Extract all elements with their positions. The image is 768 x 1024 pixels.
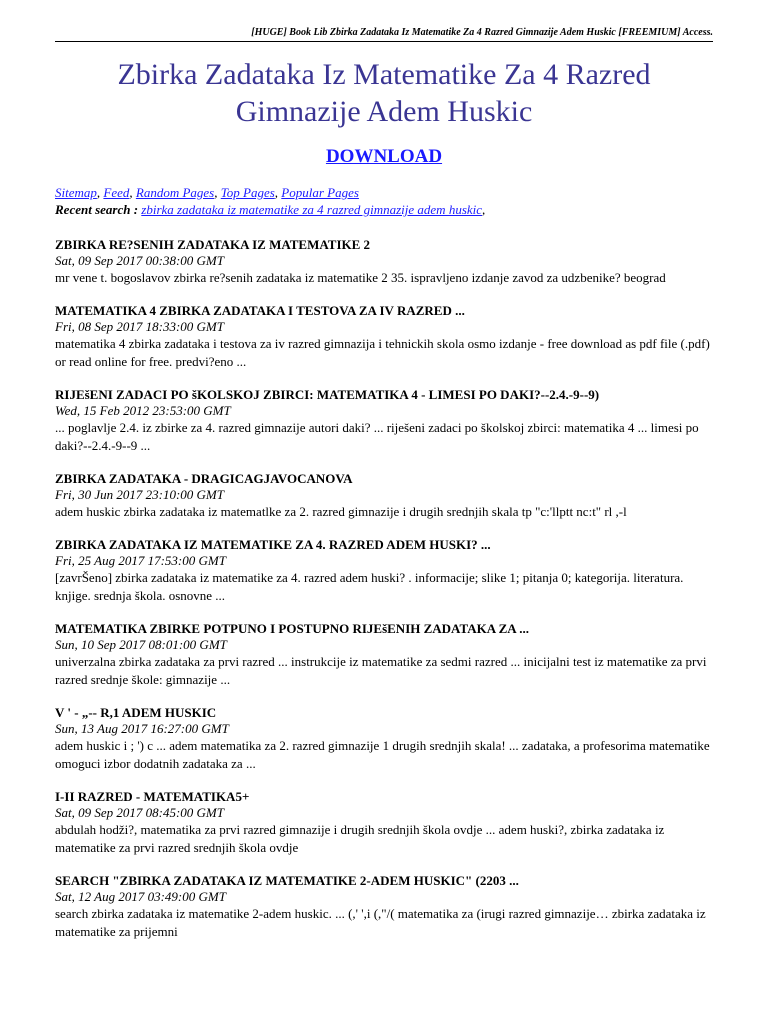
result-title[interactable]: MATEMATIKA 4 ZBIRKA ZADATAKA I TESTOVA ZA IV RAZRED ...: [55, 303, 465, 318]
result-snippet: adem huskic i ; ') c ... adem matematika za 2. razred gimnazije 1 drugih srednjih skala! ... zadataka, a profesorima matematike omoguci izbor dodatnih zadataka za ...: [55, 738, 710, 771]
result-item: [55, 236, 718, 287]
result-item: [55, 302, 718, 371]
result-item: [55, 470, 718, 521]
result-date: Sat, 12 Aug 2017 03:49:00 GMT: [55, 889, 226, 904]
result-title[interactable]: RIJEšENI ZADACI PO šKOLSKOJ ZBIRCI: MATEMATIKA 4 - LIMESI PO DAKI?--2.4.-9--9): [55, 387, 600, 402]
results-list: [55, 236, 718, 956]
nav-link-popular-pages[interactable]: Popular Pages: [281, 185, 359, 200]
result-item: [55, 536, 718, 605]
recent-search-link[interactable]: zbirka zadataka iz matematike za 4 razred gimnazije adem huskic: [141, 202, 483, 217]
nav-link-top-pages[interactable]: Top Pages: [220, 185, 275, 200]
result-title[interactable]: I-II RAZRED - MATEMATIKA5+: [55, 789, 250, 804]
result-item: [55, 386, 718, 455]
nav-link-random-pages[interactable]: Random Pages: [135, 185, 215, 200]
result-date: Fri, 30 Jun 2017 23:10:00 GMT: [55, 487, 224, 502]
result-date: Fri, 25 Aug 2017 17:53:00 GMT: [55, 553, 226, 568]
nav-link-feed[interactable]: Feed: [103, 185, 130, 200]
result-date: Sat, 09 Sep 2017 00:38:00 GMT: [55, 253, 224, 268]
result-snippet: [zavrŠeno] zbirka zadataka iz matematike za 4. razred adem huski? . informacije; slike 1; pitanja 0; kategorija. literatura. knjige. srednja škola. osnovne ...: [55, 570, 684, 603]
nav-link-sitemap[interactable]: Sitemap: [55, 185, 97, 200]
result-snippet: univerzalna zbirka zadataka za prvi razred ... instrukcije iz matematike za sedmi razred ... inicijalni test iz matematike za prvi razred srednje škole: gimnazije ...: [55, 654, 707, 687]
nav-block: [55, 184, 713, 218]
download-link[interactable]: DOWNLOAD: [325, 146, 443, 167]
result-item: [55, 704, 718, 773]
result-snippet: adem huskic zbirka zadataka iz matematlke za 2. razred gimnazije i drugih srednjih skala tp "c:'llptt nc:t" rl ,-l: [55, 504, 627, 519]
result-snippet: abdulah hodži?, matematika za prvi razred gimnazije i drugih srednjih škola ovdje ... adem huski?, zbirka zadataka iz matematike za prvi razred srednjih škola ovdje: [55, 822, 665, 855]
result-title[interactable]: V ' - „-- R,1 ADEM HUSKIC: [55, 705, 217, 720]
result-item: [55, 788, 718, 857]
recent-search-row: Recent search : zbirka zadataka iz matematike za 4 razred gimnazije adem huskic,: [55, 202, 486, 217]
result-title[interactable]: ZBIRKA ZADATAKA - DRAGICAGJAVOCANOVA: [55, 471, 353, 486]
result-snippet: search zbirka zadataka iz matematike 2-adem huskic. ... (,' ',i (,"/( matematika za (irugi razred gimnazije… zbirka zadataka iz matematike za prijemni: [55, 906, 706, 939]
nav-links-row: Sitemap, Feed, Random Pages, Top Pages, Popular Pages: [55, 185, 359, 200]
recent-search-label: Recent search :: [55, 202, 139, 217]
running-header: [HUGE] Book Lib Zbirka Zadataka Iz Matematike Za 4 Razred Gimnazije Adem Huskic [FREEMIUM] Access.: [55, 27, 713, 42]
result-date: Wed, 15 Feb 2012 23:53:00 GMT: [55, 403, 231, 418]
result-date: Fri, 08 Sep 2017 18:33:00 GMT: [55, 319, 224, 334]
result-date: Sun, 13 Aug 2017 16:27:00 GMT: [55, 721, 229, 736]
result-snippet: matematika 4 zbirka zadataka i testova za iv razred gimnazija i tehnickih skola osmo izdanje - free download as pdf file (.pdf) or read online for free. predvi?eno ...: [55, 336, 710, 369]
result-snippet: mr vene t. bogoslavov zbirka re?senih zadataka iz matematike 2 35. ispravljeno izdanje zavod za udzbenike? beograd: [55, 270, 666, 285]
result-item: [55, 620, 718, 689]
result-snippet: ... poglavlje 2.4. iz zbirke za 4. razred gimnazije autori daki? ... riješeni zadaci po školskoj zbirci: matematika 4 ... limesi po daki?--2.4.-9--9 ...: [55, 420, 699, 453]
result-title[interactable]: ZBIRKA ZADATAKA IZ MATEMATIKE ZA 4. RAZRED ADEM HUSKI? ...: [55, 537, 491, 552]
result-date: Sat, 09 Sep 2017 08:45:00 GMT: [55, 805, 224, 820]
download-section: [0, 146, 768, 168]
result-item: [55, 872, 718, 941]
page-title: Zbirka Zadataka Iz Matematike Za 4 Razred Gimnazije Adem Huskic: [117, 58, 651, 128]
result-title[interactable]: MATEMATIKA ZBIRKE POTPUNO I POSTUPNO RIJEšENIH ZADATAKA ZA ...: [55, 621, 529, 636]
result-date: Sun, 10 Sep 2017 08:01:00 GMT: [55, 637, 227, 652]
result-title[interactable]: SEARCH "ZBIRKA ZADATAKA IZ MATEMATIKE 2-ADEM HUSKIC" (2203 ...: [55, 873, 519, 888]
result-title[interactable]: ZBIRKA RE?SENIH ZADATAKA IZ MATEMATIKE 2: [55, 237, 371, 252]
